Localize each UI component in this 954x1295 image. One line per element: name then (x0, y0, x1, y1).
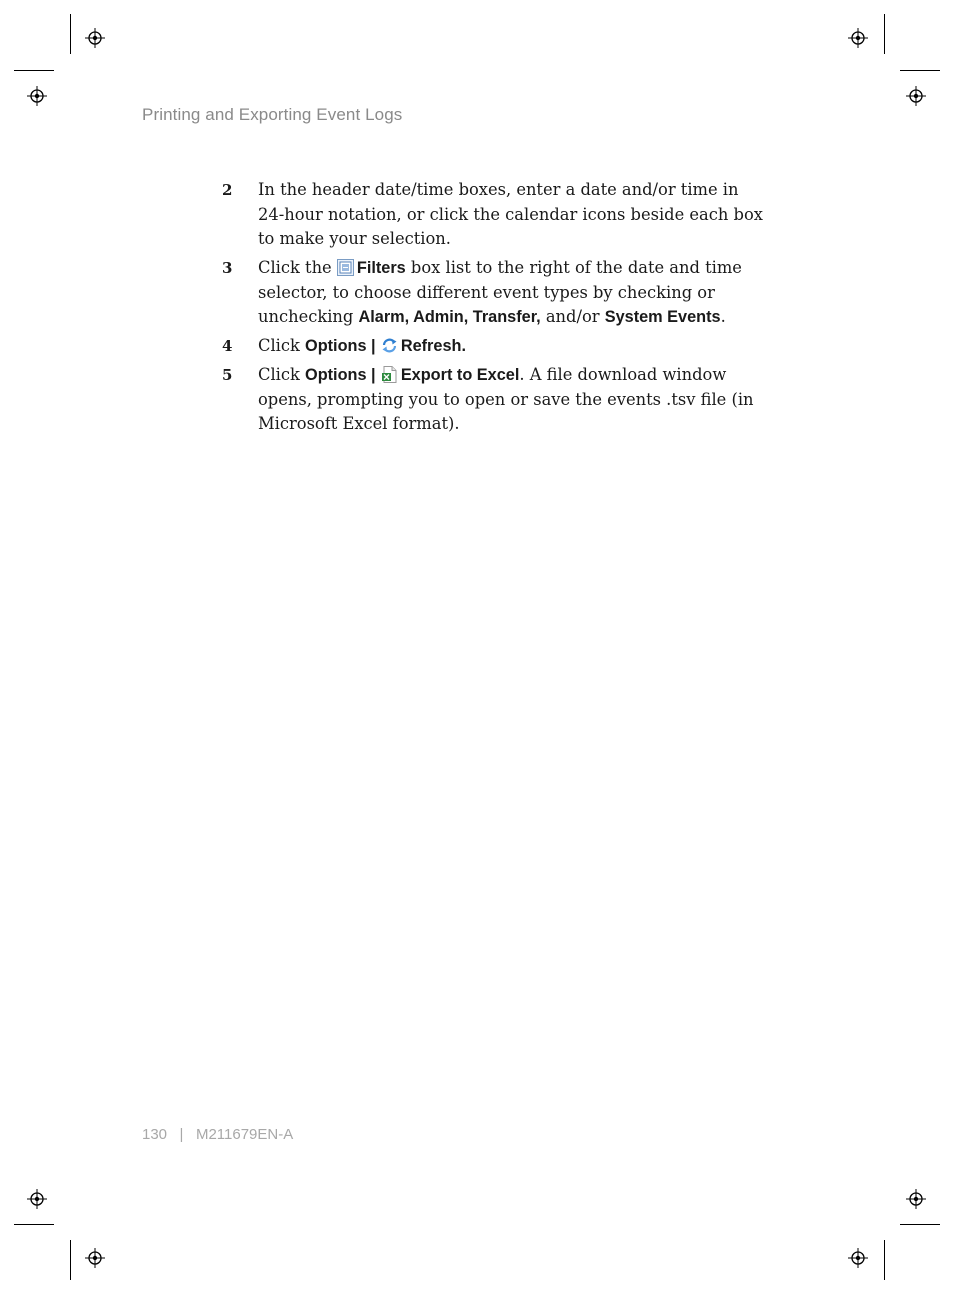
crop-line (900, 70, 940, 71)
registration-mark-icon (906, 1189, 926, 1209)
crop-line (70, 1240, 71, 1280)
registration-mark-icon (27, 1189, 47, 1209)
crop-line (70, 14, 71, 54)
step-item (222, 363, 767, 437)
step-text-pre: Click the (258, 258, 337, 277)
export-to-excel-label: Export to Excel (400, 366, 520, 384)
crop-line (14, 1224, 54, 1225)
step-text: In the header date/time boxes, enter a date and/or time in 24-hour notation, or click the calendar icons beside each box to make your selection. (258, 180, 763, 248)
document-code: M211679EN-A (195, 1126, 294, 1143)
step-text-end: . (720, 307, 726, 326)
registration-mark-icon (906, 86, 926, 106)
crop-line (884, 14, 885, 54)
procedure-steps (222, 178, 767, 441)
step-number: 5 (222, 366, 233, 384)
step-text-andor: and/or (540, 307, 605, 326)
registration-mark-icon (85, 28, 105, 48)
step-item (222, 256, 767, 330)
running-header: Printing and Exporting Event Logs (142, 105, 403, 124)
filters-icon (337, 259, 354, 276)
registration-mark-icon (85, 1248, 105, 1268)
page-number: 130 (142, 1126, 168, 1143)
options-label: Options | (305, 366, 376, 384)
footer-separator: | (179, 1126, 184, 1143)
step-text-pre: Click (258, 336, 306, 355)
excel-export-icon (381, 366, 398, 383)
crop-line (900, 1224, 940, 1225)
refresh-icon (381, 337, 398, 354)
event-types-label: Alarm, Admin, Transfer, (358, 308, 541, 326)
registration-mark-icon (848, 28, 868, 48)
step-text-rest: . A file download window opens, prompting you to open or save the events .tsv file (in Microsoft Excel format). (258, 365, 754, 433)
crop-line (14, 70, 54, 71)
registration-mark-icon (27, 86, 47, 106)
page-footer (142, 1126, 293, 1143)
registration-mark-icon (848, 1248, 868, 1268)
refresh-label: Refresh. (400, 337, 466, 355)
step-item (222, 334, 767, 359)
step-item (222, 178, 767, 252)
options-label: Options | (305, 337, 376, 355)
system-events-label: System Events (604, 308, 721, 326)
step-text-mid: box list to the right of the date and time selector, to choose different event types by checking or unchecking (258, 258, 742, 326)
step-number: 3 (222, 259, 233, 277)
crop-line (884, 1240, 885, 1280)
step-number: 2 (222, 181, 233, 199)
filters-label: Filters (356, 259, 406, 277)
step-text-pre: Click (258, 365, 306, 384)
step-number: 4 (222, 337, 233, 355)
